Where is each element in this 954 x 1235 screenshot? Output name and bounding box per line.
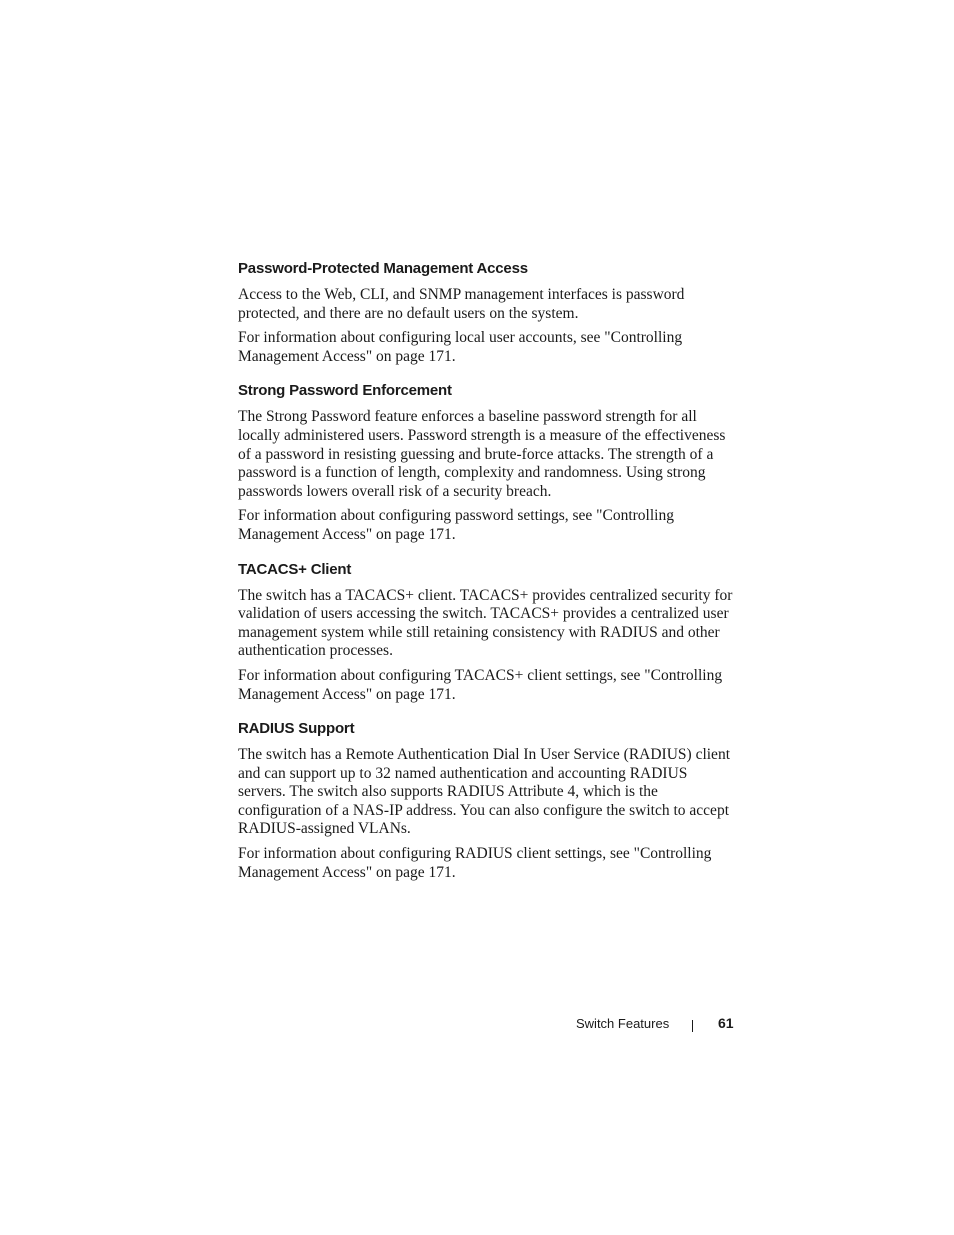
page-number: 61 <box>718 1015 734 1031</box>
footer-divider <box>692 1020 693 1032</box>
section-tacacs-client <box>238 559 738 705</box>
body-paragraph: For information about configuring password settings, see "Controlling Management Access" on page 171. <box>238 507 674 543</box>
footer-section-title: Switch Features <box>576 1016 670 1031</box>
page-body <box>238 258 738 896</box>
page-footer <box>560 1014 734 1036</box>
section-heading: Password-Protected Management Access <box>238 260 528 277</box>
section-heading: TACACS+ Client <box>238 560 352 578</box>
body-paragraph: The switch has a TACACS+ client. TACACS+ provides centralized security for validation of users accessing the switch. TACACS+ provides a centralized user management system while still retaining consistency with RADIUS and other authentication processes. <box>238 586 733 660</box>
section-heading: RADIUS Support <box>238 720 355 738</box>
body-paragraph: For information about configuring TACACS+ client settings, see "Controlling Management Access" on page 171. <box>238 666 723 703</box>
body-paragraph: The Strong Password feature enforces a baseline password strength for all locally administered users. Password strength is a measure of the effectiveness of a password in resisting guessing and brute-force attacks. The strength of a password is a function of length, complexity and randomness. Using strong passwords lowers overall risk of a security breach. <box>238 408 726 500</box>
section-radius-support <box>238 718 738 882</box>
body-paragraph: The switch has a Remote Authentication Dial In User Service (RADIUS) client and can support up to 32 named authentication and accounting RADIUS servers. The switch also supports RADIUS Attribute 4, which is the configuration of a NAS-IP address. You can also configure the switch to accept RADIUS-assigned VLANs. <box>238 746 730 838</box>
section-strong-password <box>238 380 738 544</box>
body-paragraph: For information about configuring RADIUS client settings, see "Controlling Management Access" on page 171. <box>238 845 712 881</box>
section-password-protected-access <box>238 258 738 366</box>
body-paragraph: Access to the Web, CLI, and SNMP management interfaces is password protected, and there are no default users on the system. <box>238 286 685 322</box>
section-heading: Strong Password Enforcement <box>238 382 452 400</box>
body-paragraph: For information about configuring local user accounts, see "Controlling Management Access" on page 171. <box>238 329 683 365</box>
